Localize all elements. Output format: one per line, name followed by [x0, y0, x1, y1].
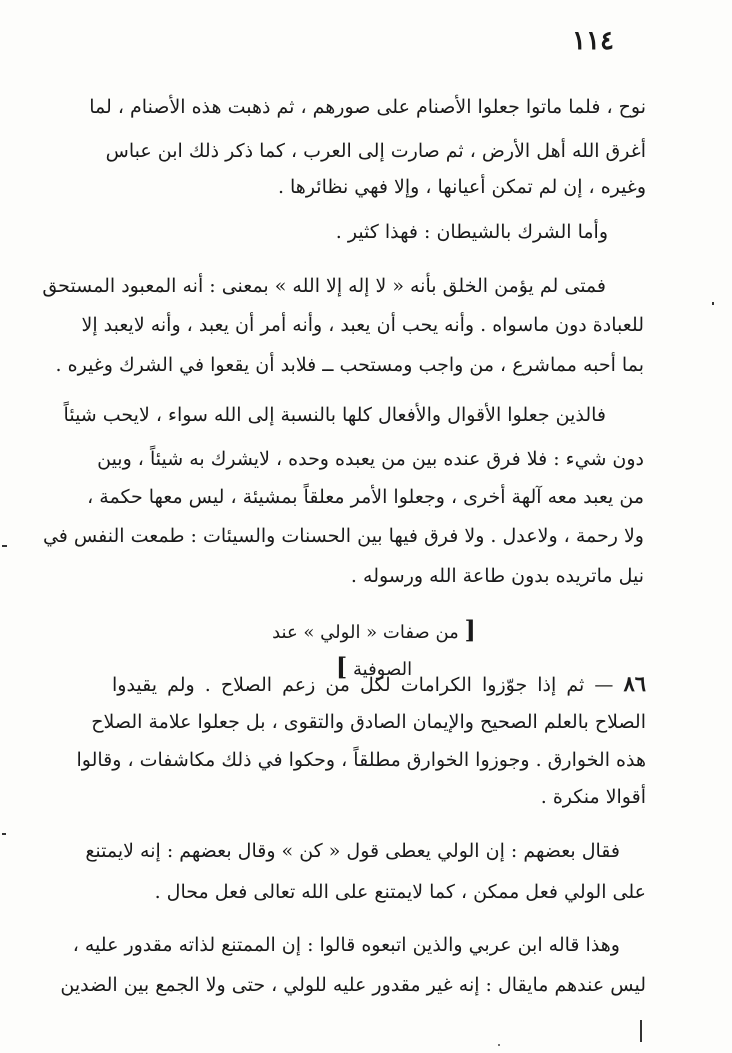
paragraph-3-line-3: بما أحبه مماشرع ، من واجب ومستحب ــ فلابد أن يقعوا في الشرك وغيره . — [55, 354, 644, 376]
scan-speck — [498, 1044, 500, 1046]
heading-open-bracket: [ — [464, 615, 476, 644]
section-number-dash: — — [594, 674, 614, 696]
paragraph-7-line-1: وهذا قاله ابن عربي والذين اتبعوه قالوا : إن الممتنع لذاته مقدور عليه ، — [72, 934, 620, 956]
paragraph-5-line-1-text: ثم إذا جوّزوا الكرامات لكل من زعم الصلاح . ولم يقيدوا — [112, 674, 585, 696]
margin-tick-left-lower — [2, 833, 6, 835]
section-heading — [240, 613, 508, 681]
page-number: ١١٤ — [572, 26, 614, 56]
paragraph-5-line-1 — [112, 669, 646, 699]
margin-line-bottom — [640, 1020, 642, 1042]
paragraph-1-line-3: وغيره ، إن لم تمكن أعيانها ، وإلا فهي نظائرها . — [277, 176, 646, 198]
paragraph-4-line-1: فالذين جعلوا الأقوال والأفعال كلها بالنسبة إلى الله سواء ، لايحب شيئاً — [63, 404, 606, 426]
paragraph-1-line-2: أغرق الله أهل الأرض ، ثم صارت إلى العرب ، كما ذكر ذلك ابن عباس — [105, 140, 646, 162]
margin-tick-left — [2, 545, 7, 547]
section-number: ٨٦ — [623, 671, 647, 696]
paragraph-1-line-1: نوح ، فلما ماتوا جعلوا الأصنام على صورهم ، ثم ذهبت هذه الأصنام ، لما — [89, 96, 646, 118]
heading-close-bracket: ] — [335, 652, 348, 681]
paragraph-5-line-2: الصلاح بالعلم الصحيح والإيمان الصادق والتقوى ، بل جعلوا علامة الصلاح — [91, 711, 646, 733]
paragraph-7-line-2: ليس عندهم مايقال : إنه غير مقدور عليه للولي ، حتى ولا الجمع بين الضدين — [60, 974, 646, 996]
paragraph-3-line-2: للعبادة دون ماسواه . وأنه يحب أن يعبد ، وأنه أمر أن يعبد ، وأنه لايعبد إلا — [81, 314, 644, 336]
paragraph-4-line-5: نيل ماتريده بدون طاعة الله ورسوله . — [350, 565, 644, 587]
paragraph-6-line-1: فقال بعضهم : إن الولي يعطى قول « كن » وقال بعضهم : إنه لايمتنع — [85, 840, 620, 862]
paragraph-3-line-1: فمتى لم يؤمن الخلق بأنه « لا إله إلا الله » بمعنى : أنه المعبود المستحق — [42, 275, 606, 297]
paragraph-4-line-3: من يعبد معه آلهة أخرى ، وجعلوا الأمر معلقاً بمشيئة ، ليس معها حكمة ، — [87, 486, 644, 508]
paragraph-5-line-4: أقوالا منكرة . — [540, 786, 646, 808]
margin-tick-right — [712, 302, 714, 305]
paragraph-5-line-3: هذه الخوارق . وجوزوا الخوارق مطلقاً ، وحكوا في ذلك مكاشفات ، وقالوا — [76, 749, 646, 771]
heading-text: من صفات « الولي » عند الصوفية — [272, 622, 459, 680]
paragraph-4-line-2: دون شيء : فلا فرق عنده بين من يعبده وحده ، لايشرك به شيئاً ، وبين — [97, 448, 644, 470]
paragraph-4-line-4: ولا رحمة ، ولاعدل . ولا فرق فيها بين الحسنات والسيئات : طمعت النفس في — [42, 525, 644, 547]
paragraph-6-line-2: على الولي فعل ممكن ، كما لايمتنع على الله تعالى فعل محال . — [154, 881, 646, 903]
paragraph-2-line-1: وأما الشرك بالشيطان : فهذا كثير . — [335, 221, 608, 243]
